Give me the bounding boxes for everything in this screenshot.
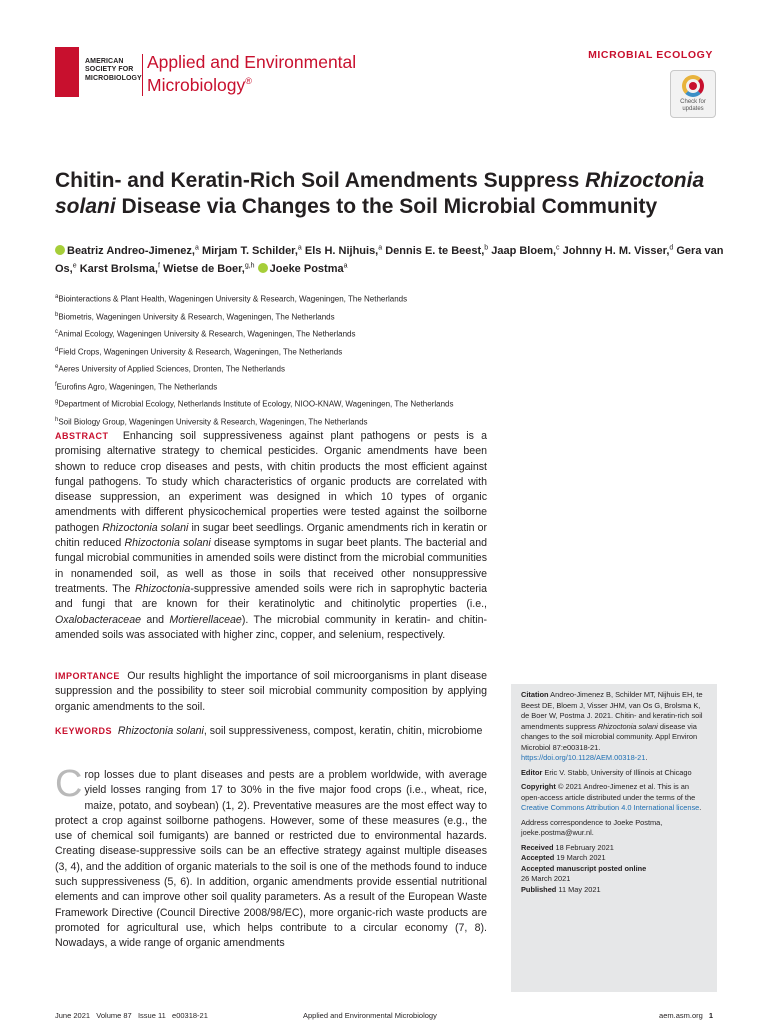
- author-affiliation-sup: f: [157, 262, 160, 270]
- editor-text: Eric V. Stabb, University of Illinois at Chicago: [544, 767, 692, 777]
- importance: [55, 669, 487, 715]
- accepted-manuscript: [521, 864, 709, 875]
- section-label: MICROBIAL ECOLOGY: [588, 49, 713, 61]
- affiliation: [55, 413, 725, 431]
- drop-cap: C: [55, 763, 83, 805]
- abstract-text: disease symptoms in sugar beet plants. The bacterial and fungal microbial communities in amended soils were distinct from the microbial communities in nonamended soil, as well as those in soils that received other nonsuppressive treatments. The: [55, 537, 487, 595]
- author[interactable]: [491, 245, 559, 257]
- affiliation-text: Animal Ecology, Wageningen University & Research, Wageningen, The Netherlands: [58, 329, 356, 339]
- author-affiliation-sup: b: [484, 244, 489, 251]
- abstract-text: and: [140, 613, 170, 626]
- affiliation-sup: d: [55, 346, 59, 353]
- author[interactable]: [385, 245, 488, 257]
- article-title: [55, 168, 725, 220]
- society-line: SOCIETY FOR: [85, 66, 134, 74]
- editor: [521, 768, 709, 779]
- doi-link[interactable]: https://doi.org/10.1128/AEM.00318-21: [521, 753, 646, 762]
- abstract-italic: Oxalobacteraceae: [55, 613, 141, 626]
- author-name: Jaap Bloem,: [491, 244, 557, 257]
- author-affiliation-sup: e: [72, 262, 77, 270]
- journal-name-line2: Microbiology: [147, 74, 246, 95]
- received-date: 18 February 2021: [555, 842, 614, 852]
- keywords: [55, 724, 487, 739]
- author[interactable]: [305, 245, 382, 257]
- published-date: 11 May 2021: [558, 884, 601, 894]
- author-list: [55, 240, 727, 277]
- copyright: [521, 782, 709, 814]
- abstract-text: Enhancing soil suppressiveness against plant pathogens or pests is a promising alternative strategy to chemical pesticides. Organic amendments have been shown to reduce crop diseases and pests, with chitin products the most efficient against fungal pathogens. To study which characteristics of organic products are correlated with disease suppression, an experiment was designed in which 10 types of organic amendments with different physicochemical properties were tested against the soilborne pathogen: [55, 430, 488, 534]
- copyright-label: Copyright: [521, 782, 556, 791]
- author-name: Gera van Os,: [55, 244, 724, 276]
- correspondence: Address correspondence to Joeke Postma, joeke.postma@wur.nl.: [521, 817, 663, 837]
- author-name: Els H. Nijhuis,: [304, 244, 379, 257]
- author-name: Wietse de Boer,: [162, 263, 245, 276]
- citation-label: Citation: [521, 690, 549, 699]
- title-text: Disease via Changes to the Soil Microbial Community: [115, 195, 658, 218]
- author-affiliation-sup: c: [556, 244, 560, 251]
- author-name: Karst Brolsma,: [79, 263, 158, 276]
- footer-issue-info: June 2021 Volume 87 Issue 11 e00318-21: [55, 1011, 208, 1020]
- author[interactable]: [258, 263, 348, 275]
- footer-journal: Applied and Environmental Microbiology: [303, 1011, 437, 1020]
- orcid-icon[interactable]: [258, 263, 268, 273]
- keywords-heading: KEYWORDS: [55, 726, 113, 736]
- abstract-italic: Mortierellaceae: [169, 613, 242, 626]
- importance-text: Our results highlight the importance of soil microorganisms in plant disease suppression and the possibility to steer soil microbial community composition by applying organic amendments to the soil.: [55, 670, 487, 713]
- abstract-text: in sugar beet seedlings. Organic amendments rich in keratin or chitin reduced: [55, 521, 487, 550]
- registered-mark: ®: [245, 76, 252, 86]
- author[interactable]: [202, 245, 302, 257]
- footer-right: [659, 1011, 713, 1020]
- crossmark-icon: [682, 75, 704, 97]
- check-line: Check for: [680, 99, 706, 105]
- importance-heading: IMPORTANCE: [55, 671, 120, 681]
- accepted-date: 19 March 2021: [556, 853, 606, 862]
- affiliation-sup: a: [55, 294, 59, 300]
- check-line: updates: [682, 105, 704, 112]
- editor-label: Editor: [521, 767, 543, 777]
- citation-text: disease via changes to the soil microbial community. Appl Environ Microbiol 87:e00318-21.: [521, 721, 698, 752]
- copyright-text: © 2021 Andreo-Jimenez et al. This is an open-access article distributed under the terms of the: [521, 782, 696, 802]
- citation-text: Andreo-Jimenez B, Schilder MT, Nijhuis EH, te Beest DE, Bloem J, Visser JHM, van Os G, Brolsma K, de Boer W, Postma J. 2021. Chitin- and keratin-rich soil amendments suppress: [521, 690, 703, 731]
- author-affiliation-sup: a: [194, 244, 199, 251]
- title-italic: Rhizoctonia solani: [55, 169, 705, 218]
- abstract: [55, 429, 487, 643]
- author[interactable]: [55, 245, 199, 257]
- author-affiliation-sup: g,h: [244, 262, 255, 270]
- abstract-italic: Rhizoctonia solani: [124, 537, 211, 550]
- author-name: Joeke Postma: [269, 263, 344, 276]
- author-name: Dennis E. te Beest,: [385, 244, 485, 257]
- affiliation: [55, 325, 725, 343]
- affiliation: [55, 343, 725, 361]
- license-link[interactable]: Creative Commons Attribution 4.0 International license: [521, 803, 700, 812]
- check-for-updates-button[interactable]: [670, 70, 716, 118]
- keywords-text: , soil suppressiveness, compost, keratin, chitin, microbiome: [203, 725, 483, 737]
- abstract-text: ). The microbial community in keratin- and chitin-amended soils was associated with higher zinc, copper, and selenium, respectively.: [55, 613, 487, 641]
- accepted-manuscript-date: 26 March 2021: [521, 874, 571, 883]
- affiliation: [55, 308, 725, 326]
- copyright-text: .: [699, 803, 702, 812]
- affiliation-sup: c: [55, 329, 58, 336]
- citation-italic: Rhizoctonia solani: [597, 721, 658, 731]
- check-for-updates-label: [671, 99, 715, 112]
- affiliation-text: Biointeractions & Plant Health, Wageningen University & Research, Wageningen, The Netherlands: [58, 294, 408, 304]
- author-name: Beatriz Andreo-Jimenez,: [67, 244, 195, 257]
- author-affiliation-sup: a: [378, 244, 383, 251]
- orcid-icon[interactable]: [55, 245, 65, 255]
- article-info-sidebar: [511, 684, 717, 992]
- author[interactable]: [563, 245, 674, 257]
- abstract-italic: Rhizoctonia: [134, 582, 191, 595]
- accepted: [521, 853, 709, 864]
- abstract-text: -suppressive amended soils were rich in saprophytic bacteria and fungi that are known for their keratinolytic and chitinolytic properties (i.e.,: [55, 582, 487, 611]
- affiliation-sup: g: [55, 399, 59, 406]
- accepted-manuscript-label: Accepted manuscript posted online: [521, 863, 647, 873]
- society-line: AMERICAN: [85, 58, 124, 65]
- affiliation-text: Soil Biology Group, Wageningen University & Research, Wageningen, The Netherlands: [58, 417, 368, 427]
- affiliation-text: Biometris, Wageningen University & Research, Wageningen, The Netherlands: [58, 312, 335, 322]
- author-affiliation-sup: d: [669, 244, 674, 251]
- page-number: 1: [708, 1011, 713, 1020]
- abstract-italic: Rhizoctonia solani: [102, 521, 189, 534]
- affiliation: [55, 378, 725, 396]
- journal-name-line1: Applied and Environmental: [147, 52, 357, 72]
- affiliation-sup: b: [55, 311, 59, 318]
- footer-site-link[interactable]: aem.asm.org: [659, 1011, 703, 1020]
- affiliation-text: Aeres University of Applied Sciences, Dronten, The Netherlands: [58, 364, 285, 374]
- author-affiliation-sup: a: [343, 262, 348, 270]
- received: [521, 843, 709, 854]
- affiliation: [55, 290, 725, 308]
- author[interactable]: [80, 263, 160, 275]
- title-text: Chitin- and Keratin-Rich Soil Amendments Suppress: [55, 169, 586, 192]
- asm-logo-icon: [55, 47, 79, 97]
- accepted-label: Accepted: [521, 853, 555, 862]
- affiliation: [55, 360, 725, 378]
- affiliation-text: Field Crops, Wageningen University & Research, Wageningen, The Netherlands: [58, 347, 343, 357]
- published-label: Published: [521, 884, 557, 894]
- society-line: MICROBIOLOGY: [85, 74, 142, 82]
- intro-paragraph: rop losses due to plant diseases and pests are a problem worldwide, with average yield losses ranging from 17 to 30% in the five major food crops (i.e., wheat, rice, maize, potato, and soybean) (1, 2). Preventative measures are the most effect way to protect a crop against soilborne pathogens. However, some of these measures (e.g., the use of chemical soil fumigants) are banned or restricted due to environmental hazards. Creating disease-suppressive soils can be an effective strategy against multiple diseases (3, 4), and the addition of organic materials to the soil is one of the methods found to induce such suppressiveness (5, 6). In addition, organic amendments provide essential nutritional elements and can improve other soil quality parameters. As a result of the European Waste Framework Directive (Council Directive 2008/98/EC), more organic-rich waste products are promoted for agricultural use, which helps contribute to a circular economy (7, 8). Nowadays, a wide range of organic amendments: [55, 769, 487, 950]
- affiliation-sup: h: [55, 416, 59, 423]
- author-name: Mirjam T. Schilder,: [201, 244, 298, 257]
- author[interactable]: [163, 263, 255, 275]
- affiliation: [55, 395, 725, 413]
- affiliation-text: Department of Microbial Ecology, Netherlands Institute of Ecology, NIOO-KNAW, Wageningen, The Netherlands: [58, 400, 454, 410]
- introduction-text: [55, 763, 487, 952]
- author-affiliation-sup: a: [297, 244, 302, 251]
- abstract-heading: ABSTRACT: [55, 431, 109, 441]
- received-label: Received: [521, 842, 554, 852]
- affiliation-list: [55, 290, 725, 431]
- journal-name[interactable]: [147, 53, 356, 95]
- keyword-italic: Rhizoctonia solani: [117, 725, 204, 737]
- citation: [521, 690, 709, 764]
- published: [521, 885, 709, 896]
- affiliation-sup: f: [55, 381, 57, 388]
- author-name: Johnny H. M. Visser,: [562, 244, 670, 257]
- society-name: [85, 58, 142, 83]
- citation-text: .: [645, 753, 648, 762]
- affiliation-sup: e: [55, 364, 59, 371]
- affiliation-text: Eurofins Agro, Wageningen, The Netherlands: [56, 382, 218, 392]
- logo-divider: [142, 54, 143, 96]
